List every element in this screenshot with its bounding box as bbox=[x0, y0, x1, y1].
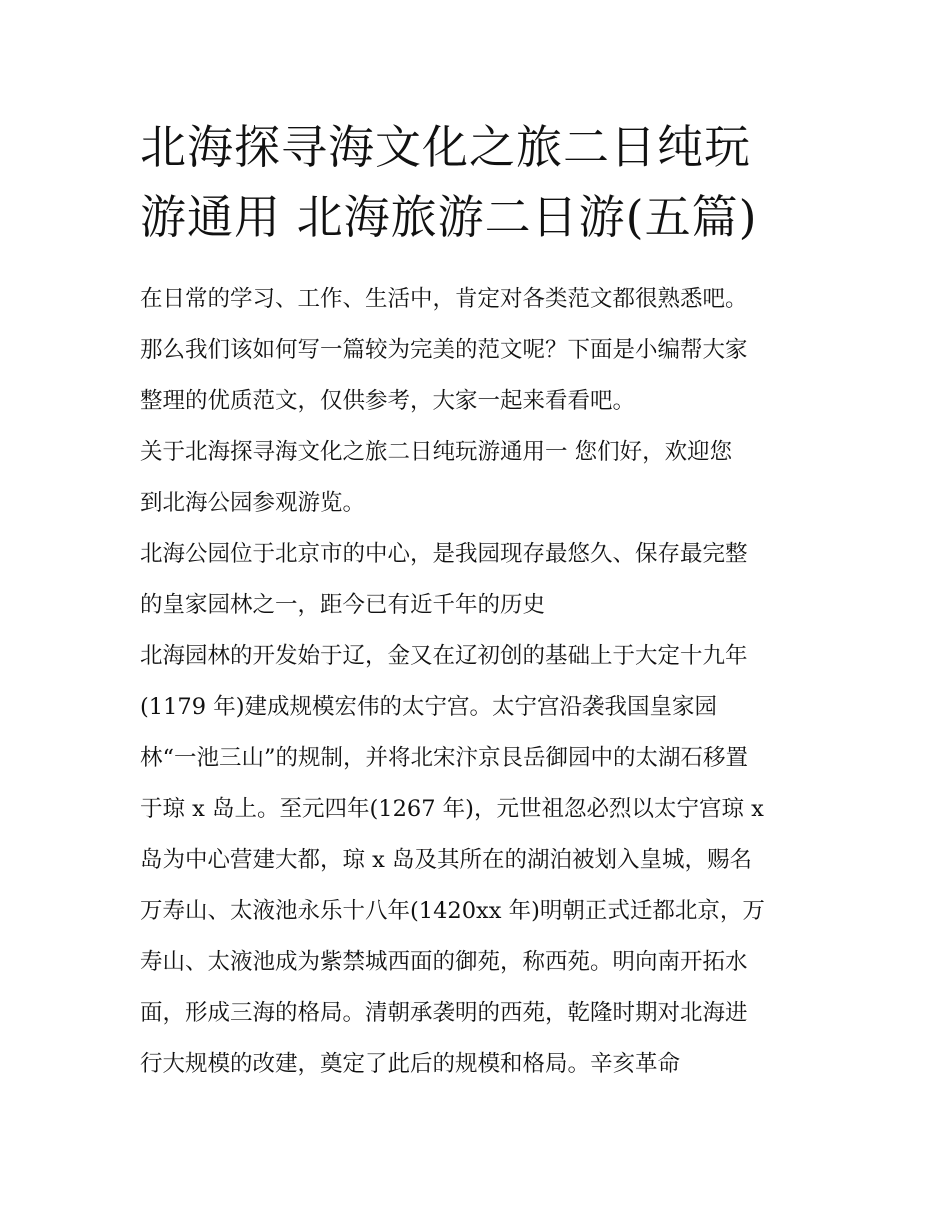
text-line-13: 万寿山、太液池永乐十八年(1420xx 年)明朝正式迁都北京，万 bbox=[140, 898, 765, 924]
text-line-4: 关于北海探寻海文化之旅二日纯玩游通用一 您们好，欢迎您 bbox=[140, 439, 733, 465]
text-line-8: 北海园林的开发始于辽，金又在辽初创的基础上于大定十九年 bbox=[140, 643, 748, 669]
text-line-6: 北海公园位于北京市的中心，是我园现存最悠久、保存最完整 bbox=[140, 541, 748, 567]
text-line-3: 整理的优质范文，仅供参考，大家一起来看看吧。 bbox=[140, 388, 636, 414]
document-body bbox=[140, 274, 830, 1090]
text-line-10: 林“一池三山”的规制，并将北宋汴京艮岳御园中的太湖石移置 bbox=[140, 745, 749, 771]
title-line-1: 北海探寻海文化之旅二日纯玩 bbox=[140, 120, 751, 174]
text-line-16: 行大规模的改建，奠定了此后的规模和格局。辛亥革命 bbox=[140, 1051, 681, 1077]
text-line-11: 于琼 x 岛上。至元四年(1267 年)，元世祖忽必烈以太宁宫琼 x bbox=[140, 796, 764, 822]
text-line-12: 岛为中心营建大都，琼 x 岛及其所在的湖泊被划入皇城，赐名 bbox=[140, 847, 752, 873]
text-line-2: 那么我们该如何写一篇较为完美的范文呢？下面是小编帮大家 bbox=[140, 337, 748, 363]
text-line-5: 到北海公园参观游览。 bbox=[140, 490, 366, 516]
text-line-14: 寿山、太液池成为紫禁城西面的御苑，称西苑。明向南开拓水 bbox=[140, 949, 748, 975]
text-line-9: (1179 年)建成规模宏伟的太宁宫。太宁宫沿袭我国皇家园 bbox=[140, 694, 717, 720]
text-line-15: 面，形成三海的格局。清朝承袭明的西苑，乾隆时期对北海进 bbox=[140, 1000, 748, 1026]
document-title bbox=[140, 112, 840, 252]
text-line-7: 的皇家园林之一，距今已有近千年的历史 bbox=[140, 592, 546, 618]
title-line-2: 游通用 北海旅游二日游(五篇) bbox=[140, 190, 758, 244]
text-line-1: 在日常的学习、工作、生活中，肯定对各类范文都很熟悉吧。 bbox=[140, 286, 748, 312]
